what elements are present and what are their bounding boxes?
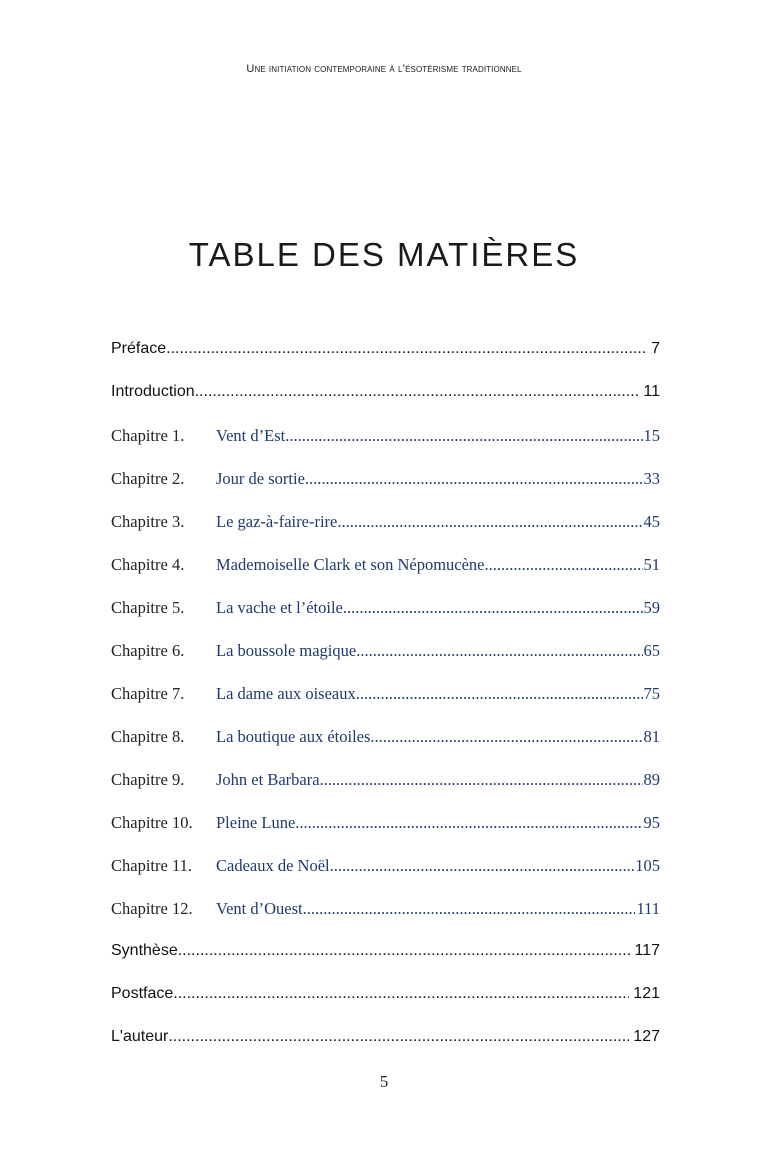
toc-page-number: 95 — [643, 813, 660, 832]
toc-page-number: 65 — [643, 641, 660, 660]
chapter-label: Chapitre 1. — [111, 426, 185, 445]
toc-chapter-5[interactable] — [111, 598, 660, 624]
toc-page-number: 75 — [643, 684, 660, 703]
chapter-title: Jour de sortie — [216, 469, 305, 488]
chapter-label: Chapitre 12. — [111, 899, 193, 918]
toc-chapter-10[interactable] — [111, 813, 660, 839]
toc-entry-title: Préface — [111, 340, 167, 357]
chapter-title: Cadeaux de Noël — [216, 856, 330, 875]
toc-entry-title: L'auteur — [111, 1028, 169, 1045]
toc-page-number: 121 — [633, 985, 660, 1002]
chapter-label: Chapitre 5. — [111, 598, 185, 617]
toc-page-number: 81 — [643, 727, 660, 746]
chapter-label: Chapitre 2. — [111, 469, 185, 488]
dot-leader — [343, 598, 643, 618]
chapter-title: John et Barbara — [216, 770, 320, 789]
toc-page-number: 89 — [643, 770, 660, 789]
chapter-title: La boutique aux étoiles — [216, 727, 371, 746]
toc-page-number: 111 — [636, 899, 660, 918]
dot-leader — [320, 770, 643, 790]
dot-leader — [356, 641, 642, 661]
chapter-title: Vent d’Est — [216, 426, 286, 445]
toc-page-number: 45 — [643, 512, 660, 531]
toc-page-number: 59 — [643, 598, 660, 617]
toc-entry-title: Introduction — [111, 383, 195, 400]
page-title: TABLE DES MATIÈRES — [188, 236, 580, 273]
toc-chapter-11[interactable] — [111, 856, 660, 882]
toc-chapter-8[interactable] — [111, 727, 660, 753]
toc-entry-synthese[interactable] — [111, 942, 660, 968]
toc-page-number: 105 — [635, 856, 660, 875]
chapter-title: Le gaz-à-faire-rire — [216, 512, 338, 531]
dot-leader — [337, 512, 642, 532]
toc-chapter-7[interactable] — [111, 684, 660, 710]
chapter-label: Chapitre 6. — [111, 641, 185, 660]
chapter-label: Chapitre 7. — [111, 684, 185, 703]
dot-leader — [173, 985, 629, 1003]
toc-chapter-4[interactable] — [111, 555, 660, 581]
dot-leader — [305, 469, 643, 489]
toc-page-number: 51 — [643, 555, 660, 574]
toc-page-number: 33 — [643, 469, 660, 488]
dot-leader — [485, 555, 643, 575]
chapter-title: La vache et l’étoile — [216, 598, 343, 617]
dot-leader — [178, 942, 631, 960]
running-head: Une initiation contemporaine à l’ésotérisme traditionnel — [246, 63, 522, 75]
toc-page-number: 11 — [643, 383, 660, 400]
chapter-title: Pleine Lune — [216, 813, 296, 832]
chapter-label: Chapitre 8. — [111, 727, 185, 746]
toc-chapter-9[interactable] — [111, 770, 660, 796]
toc-chapter-1[interactable] — [111, 426, 660, 452]
toc-page-number: 117 — [634, 942, 660, 959]
page-number-footer: 5 — [379, 1072, 389, 1091]
chapter-label: Chapitre 9. — [111, 770, 185, 789]
toc-entry-postface[interactable] — [111, 985, 660, 1011]
toc-entry-title: Postface — [111, 985, 174, 1002]
chapter-label: Chapitre 10. — [111, 813, 193, 832]
dot-leader — [168, 1028, 629, 1046]
toc-chapter-3[interactable] — [111, 512, 660, 538]
chapter-title: Vent d’Ouest — [216, 899, 303, 918]
chapter-label: Chapitre 11. — [111, 856, 192, 875]
toc-page-number: 127 — [633, 1028, 660, 1045]
toc-entry-preface[interactable] — [111, 340, 660, 366]
dot-leader — [330, 856, 635, 876]
chapter-label: Chapitre 3. — [111, 512, 185, 531]
chapter-title: La boussole magique — [216, 641, 357, 660]
toc-entry-introduction[interactable] — [111, 383, 660, 409]
dot-leader — [303, 899, 636, 919]
toc-chapter-2[interactable] — [111, 469, 660, 495]
chapter-label: Chapitre 4. — [111, 555, 185, 574]
toc-chapter-12[interactable] — [111, 899, 660, 925]
dot-leader — [295, 813, 642, 833]
dot-leader — [195, 383, 640, 401]
dot-leader — [285, 426, 642, 446]
dot-leader — [356, 684, 643, 704]
chapter-title: La dame aux oiseaux — [216, 684, 356, 703]
toc-chapter-6[interactable] — [111, 641, 660, 667]
dot-leader — [370, 727, 642, 747]
toc-entry-auteur[interactable] — [111, 1028, 660, 1054]
chapter-title: Mademoiselle Clark et son Népomucène — [216, 555, 485, 574]
toc-page-number: 7 — [651, 340, 660, 357]
toc-page-number: 15 — [643, 426, 660, 445]
toc-entry-title: Synthèse — [111, 942, 178, 959]
dot-leader — [166, 340, 647, 358]
